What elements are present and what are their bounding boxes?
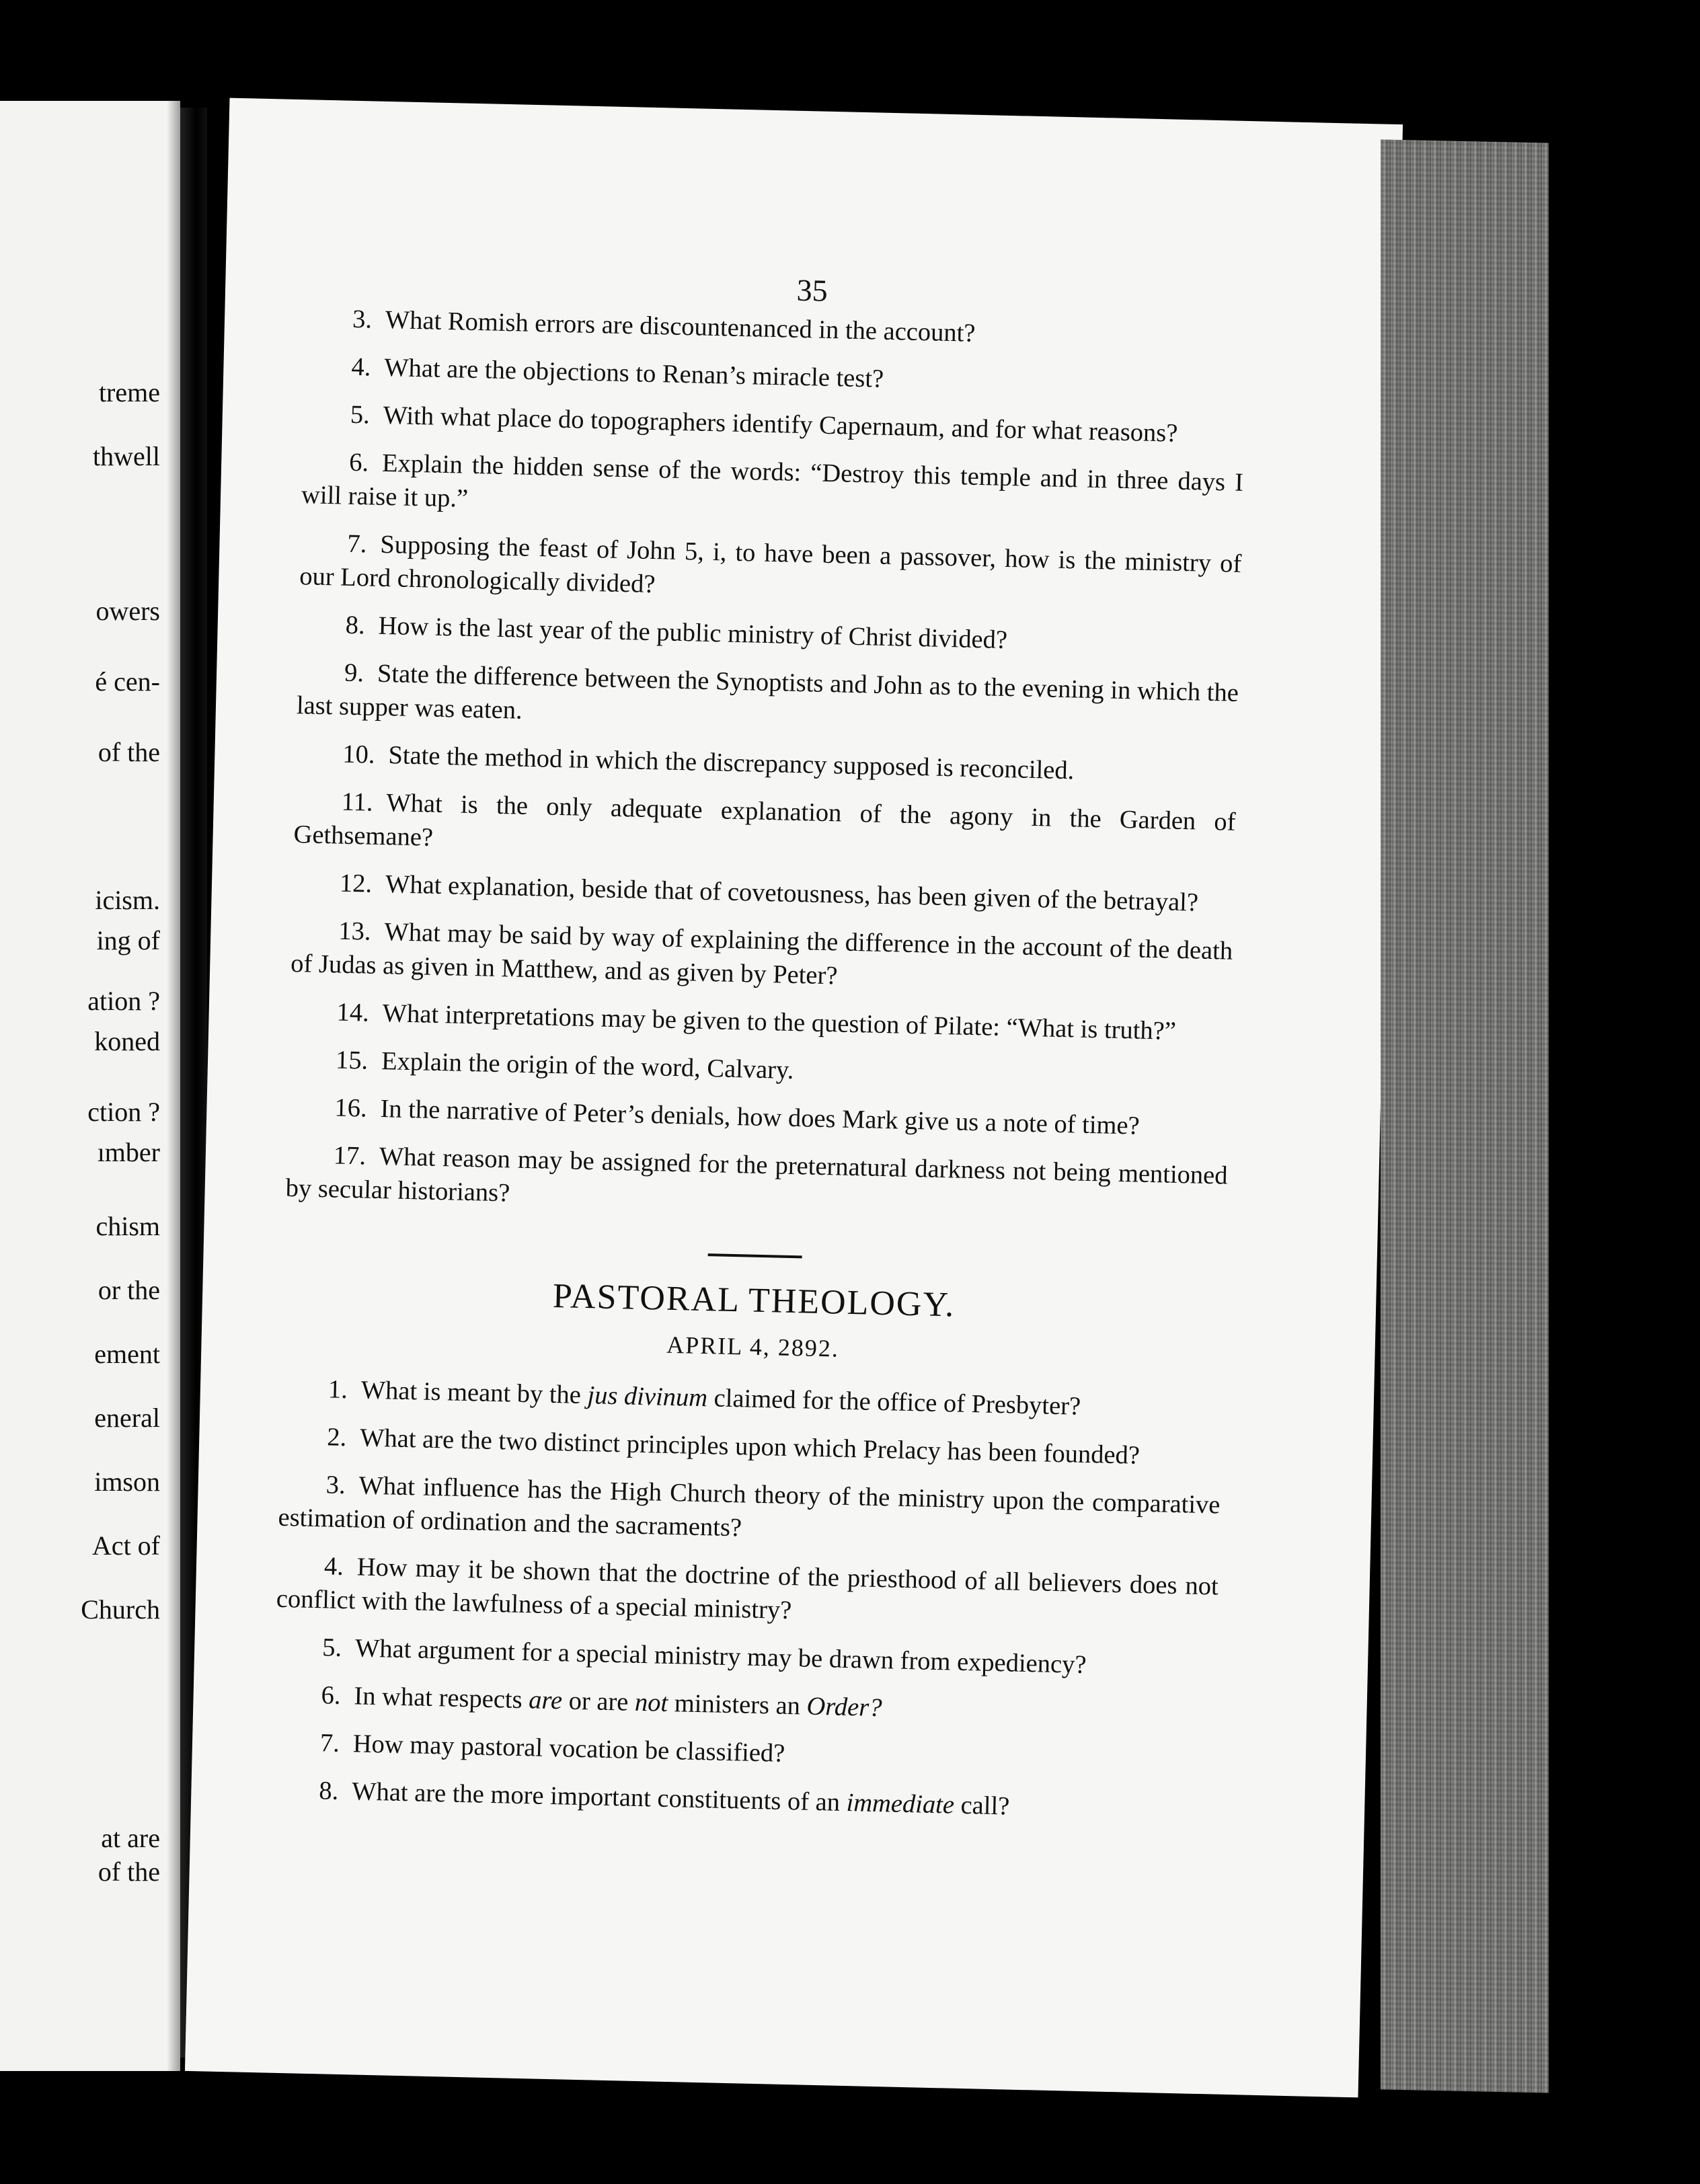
question-text: What argument for a special ministry may be drawn from expediency? (354, 1634, 1087, 1680)
question-text: What influence has the High Church theory of the ministry upon the comparative estimation of ordination and the sacraments? (278, 1471, 1221, 1543)
question-item (278, 1467, 1221, 1556)
question-item: 8. What are the more important constituents of an immediate call? (272, 1773, 1214, 1828)
question-item (299, 526, 1242, 615)
section-divider (708, 1253, 802, 1258)
left-fragment: chism (95, 1211, 160, 1241)
question-item (280, 1419, 1222, 1475)
left-fragment: ımber (97, 1137, 160, 1167)
question-item: 6. In what respects are or are not ministers an Order? (274, 1678, 1216, 1733)
question-text: What may be said by way of explaining the difference in the account of the death of Judas as given in Matthew, and as given by Peter? (290, 918, 1233, 990)
question-text: What are the two distinct principles upon which Prelacy has been founded? (359, 1424, 1141, 1470)
question-list-a (285, 301, 1247, 1226)
left-fragment: at are (101, 1823, 160, 1853)
question-text: Supposing the feast of John 5, i, to have been a passover, how is the ministry of our Lord chronologically divided? (299, 530, 1242, 599)
question-number: 6. (321, 1681, 341, 1710)
question-item (289, 994, 1231, 1050)
question-text: State the method in which the discrepancy supposed is reconciled. (388, 741, 1075, 785)
left-fragment: thwell (93, 441, 160, 471)
left-fragment: of the (98, 1857, 160, 1887)
right-page (185, 98, 1403, 2098)
question-text: State the difference between the Synoptists and John as to the evening in which the last supper was eaten. (296, 659, 1239, 725)
question-text: What explanation, beside that of covetousness, has been given of the betrayal? (385, 870, 1199, 917)
left-fragment: Act of (91, 1530, 160, 1561)
question-number: 15. (335, 1046, 369, 1075)
question-number: 5. (321, 1633, 342, 1662)
page-number: 35 (796, 272, 828, 308)
text-block (271, 301, 1247, 1842)
question-list-b (275, 1419, 1222, 1685)
left-fragment: imson (94, 1467, 160, 1497)
question-number: 11. (341, 787, 373, 817)
question-text: What interpretations may be given to the question of Pilate: “What is truth?” (382, 999, 1177, 1046)
question-number: 7. (319, 1729, 340, 1758)
left-fragment: of the (98, 737, 160, 767)
question-item (293, 865, 1235, 921)
question-number: 14. (336, 998, 370, 1027)
question-item (291, 913, 1233, 1002)
question-number: 10. (342, 740, 376, 769)
question-item (293, 784, 1236, 873)
question-item (303, 397, 1245, 452)
question-number: 3. (325, 1471, 346, 1500)
question-number: 12. (339, 869, 373, 898)
question-number: 13. (338, 916, 372, 946)
question-number: 5. (350, 400, 371, 430)
question-text: Explain the hidden sense of the words: “Destroy this temple and in three days I will raise it up.” (301, 448, 1244, 513)
question-number: 17. (333, 1141, 366, 1171)
question-number: 9. (344, 658, 364, 688)
left-fragment: koned (94, 1026, 160, 1056)
question-number: 2. (326, 1423, 347, 1452)
section-date: APRIL 4, 2892. (666, 1331, 840, 1362)
left-fragment: treme (98, 377, 160, 407)
question-number: 8. (318, 1777, 339, 1805)
left-fragment: or the (98, 1275, 160, 1305)
left-fragment: owers (95, 596, 160, 626)
question-number: 8. (345, 611, 366, 640)
left-fragment: eneral (94, 1403, 160, 1433)
question-item (288, 1042, 1231, 1097)
question-item (298, 607, 1240, 662)
question-item (287, 1090, 1229, 1145)
question-text: What are the objections to Renan’s miracle test? (383, 353, 884, 393)
left-fragment: ation ? (87, 986, 160, 1016)
question-number: 3. (352, 305, 373, 334)
question-number: 1. (327, 1375, 348, 1405)
page-stack-edge (1381, 139, 1549, 2093)
left-fragment: icism. (95, 885, 160, 915)
question-number: 16. (334, 1093, 368, 1123)
question-number: 4. (351, 352, 371, 382)
question-item: 7. How may pastoral vocation be classified? (272, 1725, 1214, 1781)
left-fragment: ction ? (87, 1097, 160, 1127)
left-fragment: ement (94, 1339, 160, 1369)
question-item (304, 349, 1246, 404)
question-text: How is the last year of the public ministry of Christ divided? (378, 611, 1008, 655)
question-number: 4. (323, 1552, 344, 1581)
question-item (301, 444, 1244, 533)
question-item (295, 736, 1237, 791)
question-text: In the narrative of Peter’s denials, how does Mark give us a note of time? (380, 1095, 1141, 1140)
question-item (285, 1138, 1228, 1226)
question-text: What Romish errors are discountenanced in the account? (385, 305, 976, 348)
question-text: What reason may be assigned for the preternatural darkness not being mentioned by secular historians? (285, 1142, 1229, 1208)
section-title: PASTORAL THEOLOGY. (552, 1276, 956, 1325)
question-number: 7. (347, 529, 367, 559)
question-text: What is the only adequate explanation of the agony in the Garden of Gethsemane? (293, 789, 1236, 852)
question-text: How may it be shown that the doctrine of the priesthood of all believers does not conflict with the lawfulness of a special ministry? (276, 1553, 1219, 1625)
left-page (0, 101, 180, 2071)
left-fragment: é cen- (95, 666, 160, 697)
question-item: 1. What is meant by the jus divinum claimed for the office of Presbyter? (280, 1372, 1223, 1427)
question-item (276, 1549, 1219, 1637)
question-text: Explain the origin of the word, Calvary. (381, 1047, 794, 1085)
question-number: 6. (348, 448, 369, 477)
left-fragment: Church (81, 1594, 160, 1625)
left-fragment: ing of (96, 925, 160, 956)
question-text: With what place do topographers identify Capernaum, and for what reasons? (383, 401, 1178, 448)
question-item (275, 1630, 1217, 1685)
question-item (296, 655, 1239, 744)
